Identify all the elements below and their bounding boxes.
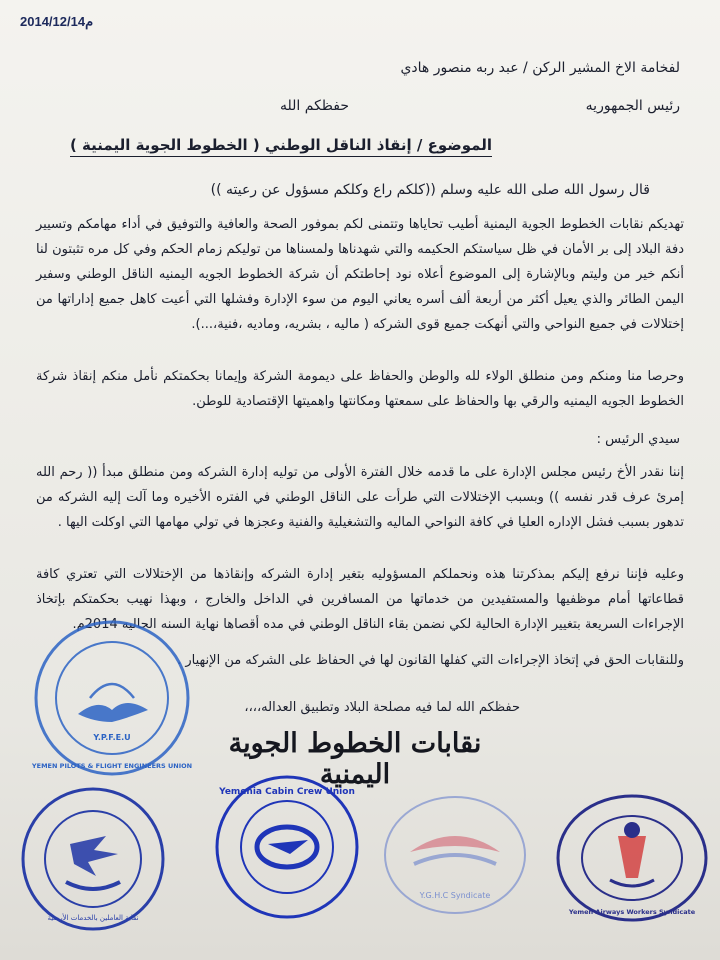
hadith-quote: قال رسول الله صلى الله عليه وسلم ((كلكم راع وكلكم مسؤول عن رعيته )) [210, 182, 650, 198]
ghc-syndicate-seal-icon [380, 790, 530, 920]
cabin-crew-label: Yemenia Cabin Crew Union [219, 787, 355, 797]
ground-services-label: نقابة العاملين بالخدمات الأرضية [47, 914, 139, 922]
paragraph-3: إننا نقدر الأخ رئيس مجلس الإدارة على ما قدمه خلال الفترة الأولى من توليه إدارة الشركه ومن منطلق مبدأ (( رحم الله إمرئ عرف قدر نفسه )) وبسبب الإختلالات التي طرأت على الناقل الوطني في الفتره الأخيره وما آلت إليه الشركه من تدهور بسبب فشل الإداره العليا في كافة النواحي الماليه والتشغيلية والفنية وعجزها في تولي مهامها التي اوكلت اليها . [36, 465, 684, 530]
paragraph-2: وحرصا منا ومنكم ومن منطلق الولاء لله والوطن والحفاظ على ديمومة الشركة وإيمانا بحكمتكم نأمل منكم إنقاذ شركة الخطوط الجويه اليمنيه والرقي بها والحفاظ على سمعتها ومكانتها واهميتها الإقتصادية للوطن. [36, 369, 684, 409]
recipient-line: لفخامة الاخ المشير الركن / عبد ربه منصور هادي [400, 60, 680, 76]
ground-services-seal-icon [18, 784, 168, 934]
ground-services-stamp [18, 784, 168, 934]
cabin-crew-stamp [212, 772, 362, 922]
workers-union-stamp [552, 788, 712, 928]
paragraph-4: وعليه فإننا نرفع إليكم بمذكرتنا هذه ونحملكم المسؤوليه بتغير إدارة الشركه وإنقاذها من الإختلالات التي تعتري كافة قطاعاتها أمام موظفيها والمستفيدين من خدماتها من المسافرين في الداخل والخارج ، وبهذا نهيب بحكمتكم بإتخاذ الإجراءات السريعة بتغيير الإدارة الحالية لكي نضمن بقاء الناقل الوطني في مده أقصاها نهاية السنه الحاليه 2014م. [36, 567, 684, 632]
letter-date: 2014/12/14م [20, 14, 94, 29]
pilots-union-seal-icon [32, 618, 192, 778]
recipient-title: رئيس الجمهوريه [585, 98, 680, 114]
closing-line: حفظكم الله لما فيه مصلحة البلاد وتطبيق العداله،،،، [244, 700, 520, 715]
ghc-syndicate-label: Y.G.H.C Syndicate [419, 891, 491, 900]
workers-union-seal-icon [552, 788, 712, 928]
pilots-union-stamp [32, 618, 192, 778]
paragraph-5: وللنقابات الحق في إتخاذ الإجراءات التي كفلها القانون لها في الحفاظ على الشركه من الإنهيار . [177, 653, 684, 668]
ghc-syndicate-stamp [380, 790, 530, 920]
recipient-title-row [280, 98, 680, 114]
paragraph-1: تهديكم نقابات الخطوط الجوية اليمنية أطيب تحاياها وتتمنى لكم بموفور الصحة والعافية والتوفيق في أداء مهامكم وتسيير دفة البلاد إلى بر الأمان في ظل سياستكم الحكيمه والتي شهدناها ولمسناها من توليكم زمام الحكم وفي كل مره تثبتون لنا أنكم خير من وليتم وبالإشارة إلى الموضوع أعلاه نود إحاطتكم أن شركة الخطوط الجويه اليمنيه الناقل الوطني وسفير اليمن الطائر والذي يعيل أكثر من أربعة ألف أسره يعاني اليوم من سوء الإدارة وفشلها التي أعيت كاهل جميع إداراتها من إختلالات في جميع النواحي والتي أنهكت جميع قوى الشركه ( ماليه ، بشريه، وماديه ،فنية،...). [36, 217, 684, 332]
pilots-union-label: YEMEN PILOTS & FLIGHT ENGINEERS UNION [32, 762, 192, 770]
signature-title: نقابات الخطوط الجوية اليمنية [228, 728, 482, 790]
pilots-union-abbr: Y.P.F.E.U [93, 733, 131, 742]
cabin-crew-seal-icon [212, 772, 362, 922]
salutation: سيدي الرئيس : [596, 432, 680, 447]
workers-union-label: Yemen Airways Workers Syndicate [568, 908, 696, 916]
greeting: حفظكم الله [280, 98, 350, 114]
subject-line: الموضوع / إنقاذ الناقل الوطني ( الخطوط الجوية اليمنية ) [70, 136, 492, 157]
